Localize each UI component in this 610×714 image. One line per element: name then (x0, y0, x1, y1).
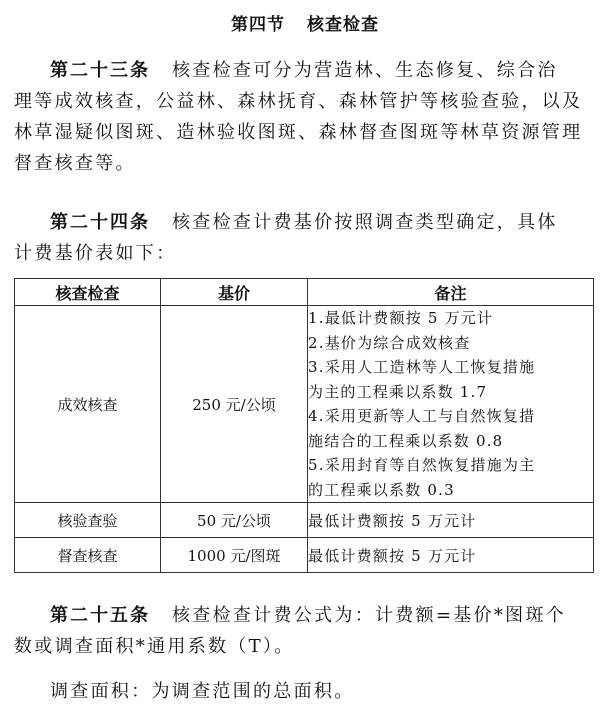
note-line: 的工程乘以系数 0.3 (308, 480, 455, 499)
header-notes: 备注 (308, 279, 594, 306)
section-title (0, 10, 610, 35)
table-row (15, 503, 594, 538)
note-line: 2.基价为综合成效核查 (308, 333, 471, 352)
article-24-label: 第二十四条 (50, 212, 150, 233)
note-line: 4.采用更新等人工与自然恢复措 (308, 407, 536, 425)
row-price: 50 元/公顷 (161, 503, 308, 538)
article-23 (14, 55, 594, 179)
table-row (15, 306, 594, 503)
article-23-line-1: 核查检查可分为营造林、生态修复、综合治 (172, 60, 558, 81)
row-notes (308, 306, 594, 503)
row-type: 成效核查 (15, 306, 161, 503)
header-price: 基价 (161, 279, 308, 306)
note-line: 5.采用封育等自然恢复措施为主 (308, 456, 536, 474)
header-type: 核查检查 (15, 279, 161, 306)
note-line: 3.采用人工造林等人工恢复措施 (308, 358, 536, 376)
section-number: 第四节 (231, 15, 285, 35)
row-type: 督查核查 (15, 538, 161, 573)
article-25 (14, 600, 594, 662)
note-line: 施结合的工程乘以系数 0.8 (308, 431, 504, 450)
article-25-line-1: 核查检查计费公式为：计费额=基价*图斑个 (172, 605, 567, 626)
note-line: 为主的工程乘以系数 1.7 (308, 382, 488, 401)
definition-paragraph (14, 676, 594, 707)
table-header-row (15, 279, 594, 306)
row-price: 1000 元/图斑 (161, 538, 308, 573)
row-note: 最低计费额按 5 万元计 (308, 538, 594, 573)
definition-text: 调查面积：为调查范围的总面积。 (50, 681, 355, 702)
row-note: 最低计费额按 5 万元计 (308, 503, 594, 538)
article-23-line-3: 林草湿疑似图斑、造林验收图斑、森林督查图斑等林草资源管理 (14, 122, 583, 143)
article-23-label: 第二十三条 (50, 60, 150, 81)
row-price: 250 元/公顷 (161, 306, 308, 503)
article-25-line-2: 数或调查面积*通用系数（T）。 (14, 636, 295, 657)
section-name: 核查检查 (307, 15, 379, 35)
row-type: 核验查验 (15, 503, 161, 538)
article-23-line-2: 理等成效核查，公益林、森林抚育、森林管护等核验查验，以及 (14, 91, 583, 112)
article-24-line-1: 核查检查计费基价按照调查类型确定，具体 (172, 212, 558, 233)
article-23-line-4: 督查核查等。 (14, 153, 136, 174)
article-24-line-2: 计费基价表如下： (14, 243, 177, 264)
fee-table (14, 278, 594, 573)
table-row (15, 538, 594, 573)
article-24 (14, 207, 594, 269)
article-25-label: 第二十五条 (50, 605, 150, 626)
note-line: 1.最低计费额按 5 万元计 (308, 309, 494, 327)
